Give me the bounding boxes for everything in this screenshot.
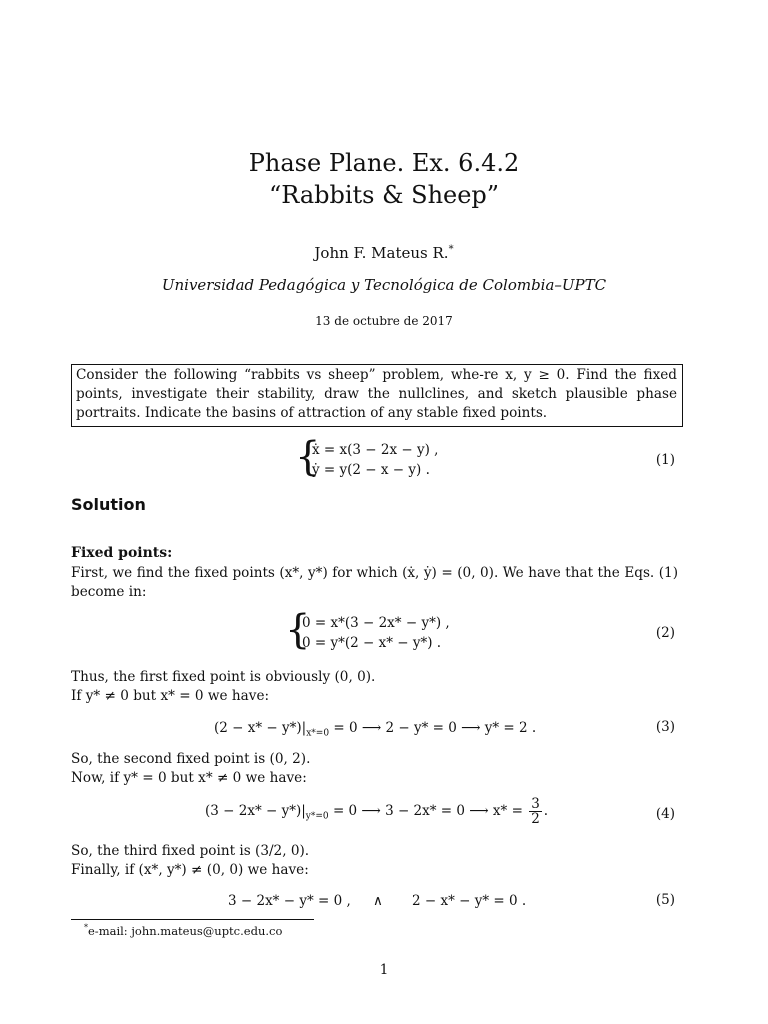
equation-4-end: .: [543, 803, 549, 819]
paragraph-2-line-2: If y* ≠ 0 but x* = 0 we have:: [71, 688, 270, 704]
equation-4-lhs: (3 − 2x* − y*)|: [205, 803, 306, 819]
title-line-1: Phase Plane. Ex. 6.4.2: [248, 149, 520, 177]
section-heading: Solution: [71, 495, 146, 514]
equation-4-fraction: [529, 797, 542, 826]
page-title: [0, 147, 768, 211]
equation-5-and-symbol: ∧: [373, 893, 383, 909]
title-line-2: “Rabbits & Sheep”: [268, 181, 500, 209]
equation-5-part-1: 3 − 2x* − y* = 0 ,: [228, 893, 351, 909]
page-number: 1: [379, 962, 389, 978]
paragraph-3-line-1: So, the second fixed point is (0, 2).: [71, 751, 311, 767]
paragraph-3-line-2: Now, if y* = 0 but x* ≠ 0 we have:: [71, 770, 307, 786]
author-footnote-mark[interactable]: *: [448, 244, 454, 255]
paragraph-2: [71, 668, 678, 706]
footnote-email[interactable]: e-mail: john.mateus@uptc.edu.co: [88, 923, 283, 938]
footnote: [84, 923, 282, 938]
author-name: John F. Mateus R.: [314, 244, 449, 262]
equation-3-subscript: x*=0: [306, 728, 330, 739]
equation-1-line-2: ẏ = y(2 − x − y) .: [312, 462, 430, 478]
equation-4: [205, 797, 548, 827]
equation-4-number: (4): [655, 806, 675, 822]
fraction-numerator: 3: [531, 796, 540, 812]
problem-statement-box: Consider the following “rabbits vs sheep” problem, whe-re x, y ≥ 0. Find the fixed points, investigate their stability, draw the nullclines, and sketch plausible phase portraits. Indicate the basins of attraction of any stable fixed points.: [71, 364, 683, 427]
equation-2-line-1: 0 = x*(3 − 2x* − y*) ,: [302, 615, 450, 631]
equation-3-lhs: (2 − x* − y*)|: [214, 720, 307, 736]
equation-5-part-2: 2 − x* − y* = 0 .: [412, 893, 527, 909]
equation-4-subscript: y*=0: [305, 811, 329, 822]
left-brace-eq1: {: [295, 434, 321, 480]
equation-5-number: (5): [655, 892, 675, 908]
equation-4-rhs: = 0 ⟶ 3 − 2x* = 0 ⟶ x* =: [328, 803, 528, 819]
paragraph-4: [71, 842, 678, 880]
equation-3: [214, 719, 536, 744]
paragraph-2-line-1: Thus, the first fixed point is obviously (0, 0).: [71, 669, 376, 685]
affiliation: Universidad Pedagógica y Tecnológica de Colombia–UPTC: [161, 276, 607, 294]
paragraph-1: First, we find the fixed points (x*, y*) for which (ẋ, ẏ) = (0, 0). We have that the Eqs. (1) become in:: [71, 565, 678, 600]
left-brace-eq2: {: [285, 607, 311, 653]
equation-1-line-1: ẋ = x(3 − 2x − y) ,: [312, 442, 439, 458]
equation-1-number: (1): [655, 452, 675, 468]
subsection-heading: Fixed points:: [71, 545, 173, 561]
author: [0, 244, 768, 262]
equation-2-line-2: 0 = y*(2 − x* − y*) .: [302, 635, 442, 651]
paragraph-4-line-1: So, the third fixed point is (3/2, 0).: [71, 843, 310, 859]
paragraph-3: [71, 750, 678, 788]
fraction-denominator: 2: [531, 811, 540, 827]
date: 13 de octubre de 2017: [315, 314, 453, 328]
equation-2-number: (2): [655, 625, 675, 641]
equation-3-number: (3): [655, 719, 675, 735]
paragraph-4-line-2: Finally, if (x*, y*) ≠ (0, 0) we have:: [71, 862, 309, 878]
footnote-mark: *: [84, 923, 88, 932]
footnote-divider: [71, 919, 314, 920]
equation-3-rhs: = 0 ⟶ 2 − y* = 0 ⟶ y* = 2 .: [329, 720, 537, 736]
